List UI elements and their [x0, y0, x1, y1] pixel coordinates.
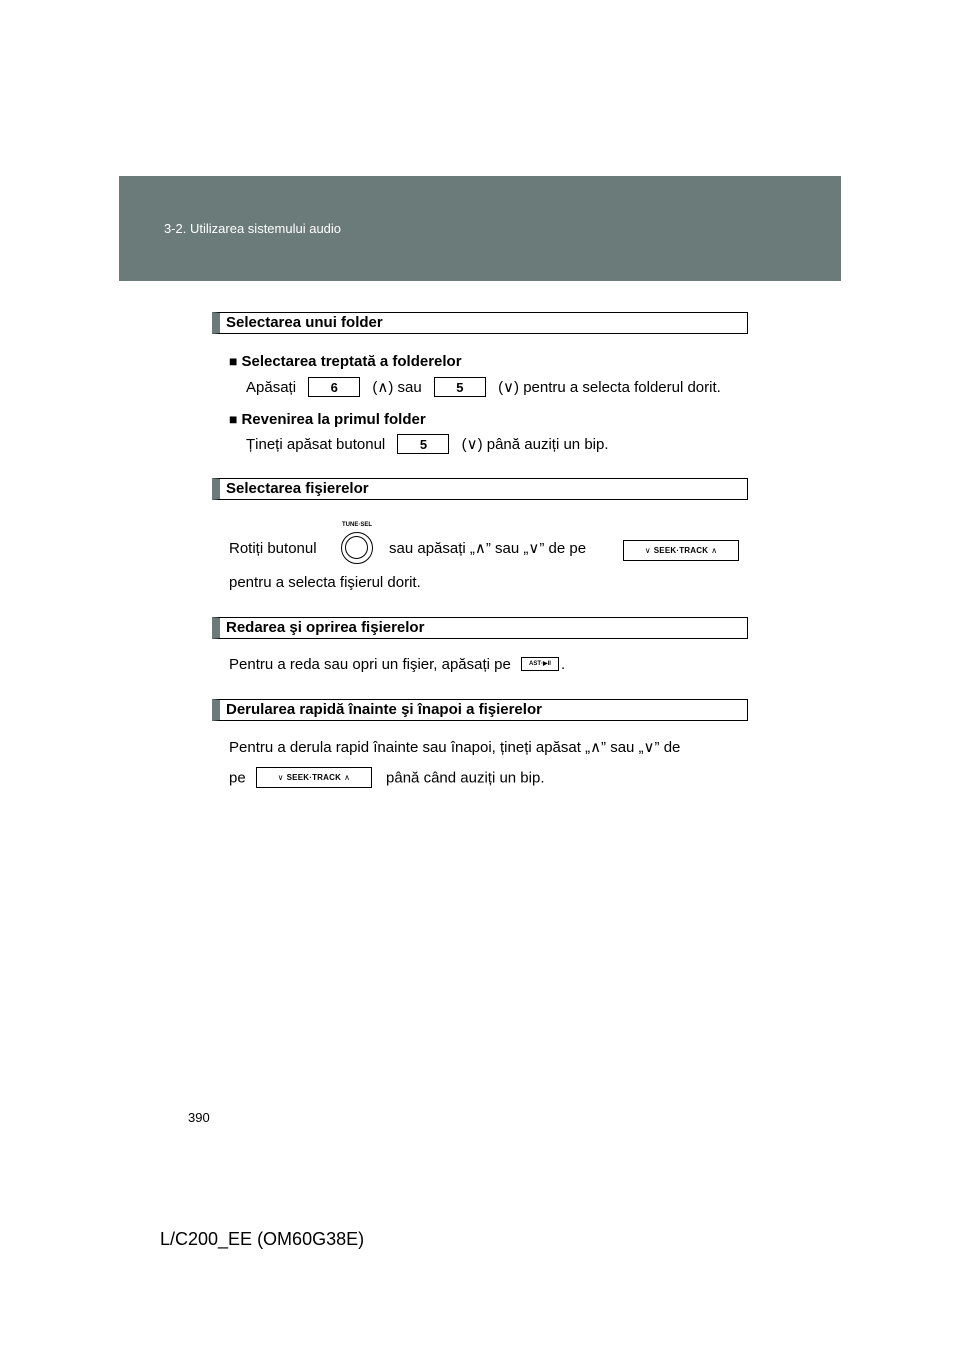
- seek-track-button[interactable]: ∨ SEEK·TRACK ∧: [623, 540, 739, 561]
- header-band: [119, 176, 841, 281]
- paragraph-step-folder: Apăsați 6 (∧) sau 5 (∨) pentru a selecta folderul dorit.: [246, 379, 721, 396]
- paragraph-rotate-knob-c: pentru a selecta fişierul dorit.: [229, 574, 421, 591]
- document-code: L/C200_EE (OM60G38E): [160, 1229, 365, 1249]
- preset-5-button[interactable]: 5: [434, 377, 486, 397]
- ast-play-pause-button[interactable]: AST·▶II: [521, 657, 559, 671]
- paragraph-rotate-knob-b: sau apăsați „∧” sau „∨” de pe: [389, 540, 587, 557]
- paragraph-rewind-b: pe ∨ SEEK·TRACK ∧ până când auziți un bip.: [229, 768, 544, 789]
- tune-sel-knob[interactable]: [337, 522, 377, 568]
- bullet-icon: ■: [229, 411, 238, 427]
- section-title-folder: Selectarea unui folder: [212, 312, 748, 334]
- knob-icon: [341, 532, 373, 564]
- preset-5-button[interactable]: 5: [397, 434, 449, 454]
- subheading-step-folder: ■ Selectarea treptată a folderelor: [229, 353, 462, 370]
- preset-6-button[interactable]: 6: [308, 377, 360, 397]
- paragraph-rotate-knob-a: Rotiți butonul: [229, 540, 317, 557]
- paragraph-rewind-a: Pentru a derula rapid înainte sau înapoi, țineți apăsat „∧” sau „∨” de: [229, 739, 681, 756]
- section-title-files: Selectarea fişierelor: [212, 478, 748, 500]
- section-title-rewind: Derularea rapidă înainte şi înapoi a fişierelor: [212, 699, 748, 721]
- section-title-play: Redarea şi oprirea fişierelor: [212, 617, 748, 639]
- chevron-down-icon: ∨: [644, 546, 651, 555]
- breadcrumb: 3-2. Utilizarea sistemului audio: [164, 221, 342, 236]
- page-number: 390: [188, 1110, 210, 1125]
- subheading-first-folder: ■ Revenirea la primul folder: [229, 411, 426, 428]
- paragraph-play: Pentru a reda sau opri un fişier, apăsați pe AST·▶II .: [229, 656, 566, 673]
- chevron-up-icon: ∧: [344, 773, 351, 782]
- chevron-up-icon: ∧: [711, 546, 718, 555]
- seek-track-button[interactable]: ∨ SEEK·TRACK ∧: [256, 767, 372, 788]
- chevron-down-icon: ∨: [277, 773, 284, 782]
- paragraph-first-folder: Țineți apăsat butonul 5 (∨) până auziți un bip.: [246, 436, 609, 453]
- bullet-icon: ■: [229, 353, 238, 369]
- knob-label: TUNE·SEL: [342, 522, 372, 528]
